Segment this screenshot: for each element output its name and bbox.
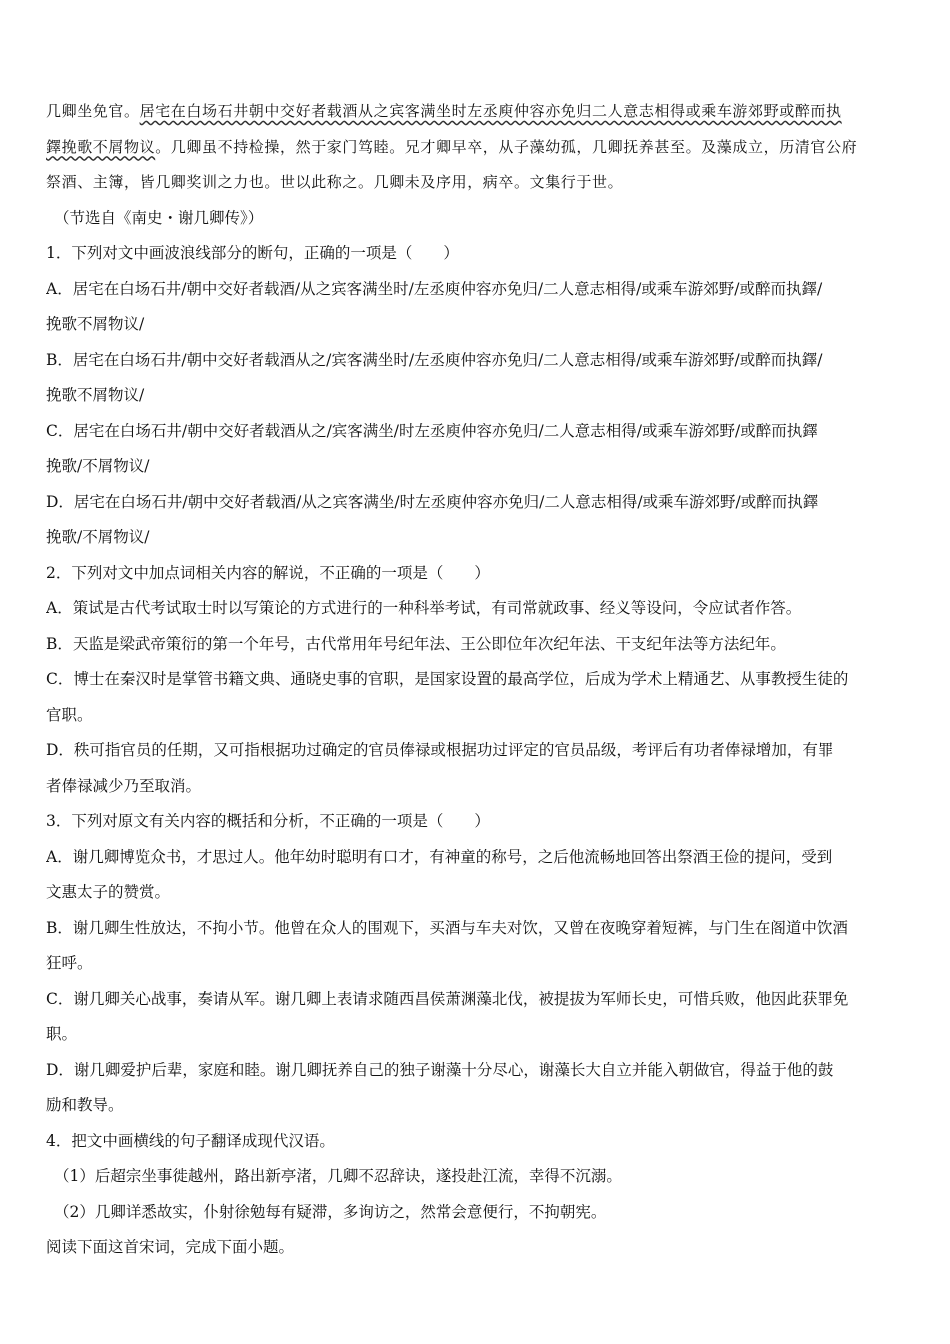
question-3-option-d: D．谢几卿爱护后辈，家庭和睦。谢几卿抚养自己的独子谢藻十分尽心，谢藻长大自立并能入朝做官，得益于他的鼓 (46, 1060, 834, 1079)
question-1-option-a-cont: 挽歌不屑物议/ (46, 315, 145, 333)
question-1-option-c-cont: 挽歌/不屑物议/ (46, 457, 150, 475)
passage-plain-text: 几卿坐免官。 (46, 102, 140, 120)
passage-line-2 (46, 130, 906, 166)
question-2-option-c: C．博士在秦汉时是掌管书籍文典、通晓史事的官职，是国家设置的最高学位，后成为学术上精通艺、从事教授生徒的 (46, 670, 849, 688)
question-4-stem: 4．把文中画横线的句子翻译成现代汉语。 (46, 1131, 335, 1150)
question-3-option-b: B．谢几卿生性放达，不拘小节。他曾在众人的围观下，买酒与车夫对饮，又曾在夜晚穿着短裤，与门生在阁道中饮酒 (46, 918, 848, 937)
question-2-option-b: B．天监是梁武帝策衍的第一个年号，古代常用年号纪年法、王公即位年次纪年法、干支纪年法等方法纪年。 (46, 634, 786, 653)
question-2-option-c-cont: 官职。 (46, 705, 93, 724)
question-3-option-a: A．谢几卿博览众书，才思过人。他年幼时聪明有口才，有神童的称号，之后他流畅地回答出祭酒王俭的提问，受到 (46, 847, 833, 866)
question-1-option-a: A．居宅在白场石井/朝中交好者载酒/从之宾客满坐时/左丞庾仲容亦免归/二人意志相得/或乘车游郊野/或醉而执鐸/ (46, 279, 823, 298)
passage-line-1 (46, 94, 906, 130)
next-section-instruction: 阅读下面这首宋词，完成下面小题。 (46, 1238, 295, 1256)
passage-plain-text: 。几卿虽不持检操，然于家门笃睦。兄才卿早卒，从子藻幼孤，几卿抚养甚至。及藻成立，历清官公府 (155, 137, 858, 156)
passage-line-3: 祭酒、主簿，皆几卿奖训之力也。世以此称之。几卿未及序用，病卒。文集行于世。 (46, 173, 624, 191)
wavy-underlined-text: 鐸挽歌不屑物议 (46, 137, 156, 156)
question-1-option-d-cont: 挽歌/不屑物议/ (46, 528, 150, 546)
question-4-item-1: （1）后超宗坐事徙越州，路出新亭渚，几卿不忍辞诀，遂投赴江流，幸得不沉溺。 (54, 1167, 622, 1185)
question-4-item-2: （2）几卿详悉故实，仆射徐勉每有疑滞，多询访之，然常会意便行，不拘朝宪。 (54, 1202, 607, 1221)
question-1-option-b-cont: 挽歌不屑物议/ (46, 386, 145, 404)
question-3-option-d-cont: 励和教导。 (46, 1096, 124, 1114)
question-2-option-d-cont: 者俸禄减少乃至取消。 (46, 776, 202, 795)
question-3-option-b-cont: 狂呼。 (46, 954, 93, 972)
question-3-option-c: C．谢几卿关心战事，奏请从军。谢几卿上表请求随西昌侯萧渊藻北伐，被提拔为军师长史，可惜兵败，他因此获罪免 (46, 989, 849, 1008)
passage-source: （节选自《南史・谢几卿传》） (54, 208, 264, 227)
question-1-option-b: B．居宅在白场石井/朝中交好者载酒从之/宾客满坐时/左丞庾仲容亦免归/二人意志相得/或乘车游郊野/或醉而执鐸/ (46, 350, 823, 369)
question-1-option-c: C．居宅在白场石井/朝中交好者载酒从之/宾客满坐/时左丞庾仲容亦免归/二人意志相得/或乘车游郊野/或醉而执鐸 (46, 421, 818, 440)
question-1-stem: 1．下列对文中画波浪线部分的断句，正确的一项是（ ） (46, 244, 459, 262)
question-3-stem: 3．下列对原文有关内容的概括和分析，不正确的一项是（ ） (46, 812, 490, 830)
question-1-option-d: D．居宅在白场石井/朝中交好者载酒/从之宾客满坐/时左丞庾仲容亦免归/二人意志相得/或乘车游郊野/或醉而执鐸 (46, 492, 819, 511)
question-2-option-d: D．秩可指官员的任期，又可指根据功过确定的官员俸禄或根据功过评定的官员品级，考评后有功者俸禄增加，有罪 (46, 741, 834, 759)
question-3-option-c-cont: 职。 (46, 1025, 78, 1043)
question-2-stem: 2．下列对文中加点词相关内容的解说，不正确的一项是（ ） (46, 563, 490, 582)
question-2-option-a: A．策试是古代考试取士时以写策论的方式进行的一种科举考试，有司常就政事、经义等设问，令应试者作答。 (46, 599, 802, 617)
question-3-option-a-cont: 文惠太子的赞赏。 (46, 883, 171, 901)
wavy-underlined-text: 居宅在白场石井朝中交好者载酒从之宾客满坐时左丞庾仲容亦免归二人意志相得或乘车游郊野或醉而执 (139, 102, 842, 120)
